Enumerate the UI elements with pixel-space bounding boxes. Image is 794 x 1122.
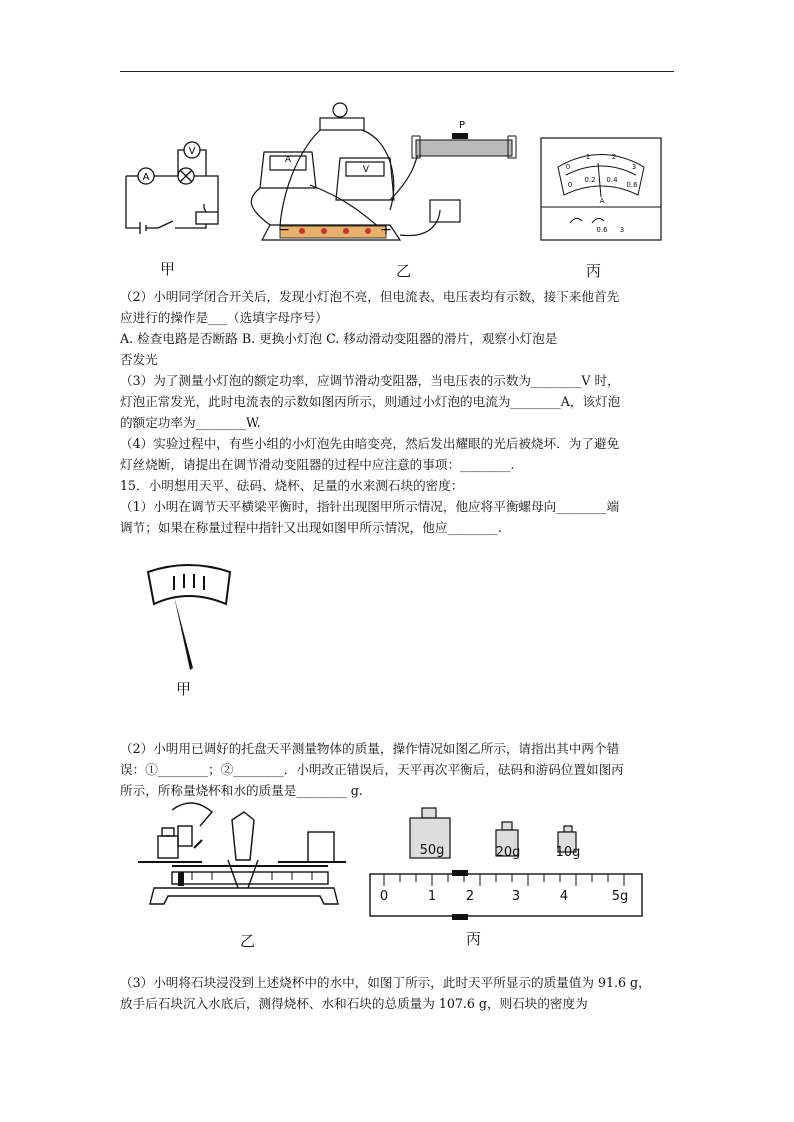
tick-label-2: 2 — [611, 153, 617, 161]
inner-tick-label-0: 0 — [567, 181, 573, 189]
inner-tick-label-1: 0.2 — [584, 176, 596, 184]
ruler-label-1: 1 — [427, 889, 437, 904]
weight-label-10: 10g — [555, 845, 581, 860]
question-line-11: （1）小明在调节天平横梁平衡时，指针出现图甲所示情况，他应将平衡螺母向________端 — [120, 499, 620, 514]
caption-bing: 丙 — [586, 262, 602, 280]
weight-label-50: 50g — [419, 843, 445, 858]
ammeter-dial-bing — [540, 137, 662, 241]
question-line-16: （3）小明将石块浸没到上述烧杯中的水中，如图丁所示，此时天平所显示的质量值为 91.6 g， — [120, 975, 651, 990]
inner-tick-label-3: 0.6 — [626, 181, 638, 189]
ruler-label-0: 0 — [379, 889, 389, 904]
question-line-2: 应进行的操作是___（选填字母序号） — [120, 310, 328, 325]
question-line-14: 误：①________；②________．小明改正错误后，天平再次平衡后，砝码和游码位置如图丙 — [120, 762, 624, 777]
caption-jia-2: 甲 — [176, 680, 192, 698]
circuit-photo-yi — [240, 100, 540, 260]
ruler-label-5: 5g — [611, 889, 629, 904]
question-line-12: 调节；如果在称量过程中指针又出现如图甲所示情况，他应________. — [120, 520, 502, 535]
question-line-7: 的额定功率为________W. — [120, 415, 261, 430]
question-line-4: 否发光 — [120, 352, 158, 367]
question-line-1: （2）小明同学闭合开关后，发现小灯泡不亮，但电流表、电压表均有示数，接下来他首先 — [120, 289, 620, 304]
question-line-9: 灯丝烧断，请提出在调节滑动变阻器的过程中应注意的事项：________. — [120, 457, 515, 472]
slider-label: P — [458, 120, 466, 131]
caption-jia: 甲 — [160, 260, 176, 278]
voltmeter-symbol: V — [188, 146, 196, 157]
ruler-label-3: 3 — [511, 889, 521, 904]
circuit-diagram-jia — [118, 138, 228, 238]
question-line-3: A. 检查电路是否断路 B. 更换小灯泡 C. 移动滑动变阻器的滑片，观察小灯泡是 — [120, 331, 558, 346]
question-line-10: 15．小明想用天平、砝码、烧杯、足量的水来测石块的密度： — [120, 478, 464, 493]
dial-unit: A — [599, 197, 605, 205]
inner-tick-label-2: 0.4 — [606, 176, 618, 184]
terminal-label-1: 0.6 — [596, 226, 608, 234]
balance-pointer-jia — [140, 560, 240, 690]
ammeter-label: A — [284, 155, 292, 165]
tick-label-3: 3 — [631, 163, 637, 171]
question-line-8: （4）实验过程中，有些小组的小灯泡先由暗变亮，然后发出耀眼的光后被烧坏．为了避免 — [120, 436, 620, 451]
plus-terminal: + — [380, 222, 392, 238]
question-line-5: （3）为了测量小灯泡的额定功率，应调节滑动变阻器，当电压表的示数为________V 时， — [120, 373, 620, 388]
weight-label-20: 20g — [495, 845, 521, 860]
question-line-6: 灯泡正常发光，此时电流表的示数如图丙所示，则通过小灯泡的电流为________A，该灯泡 — [120, 394, 621, 409]
voltmeter-label: V — [362, 165, 370, 175]
weights-and-ruler-bing — [366, 800, 646, 930]
terminal-label-2: 3 — [619, 226, 625, 234]
ruler-label-2: 2 — [465, 889, 475, 904]
balance-yi — [132, 800, 352, 930]
tick-label-1: 1 — [585, 153, 591, 161]
caption-bing-2: 丙 — [466, 930, 482, 948]
ruler-label-4: 4 — [559, 889, 569, 904]
question-line-13: （2）小明用已调好的托盘天平测量物体的质量，操作情况如图乙所示，请指出其中两个错 — [120, 741, 620, 756]
question-line-15: 所示，所称量烧杯和水的质量是________ g. — [120, 783, 363, 798]
question-line-17: 放手后石块沉入水底后，测得烧杯、水和石块的总质量为 107.6 g，则石块的密度为 — [120, 996, 588, 1011]
minus-terminal: − — [278, 222, 290, 238]
caption-yi: 乙 — [396, 262, 412, 280]
tick-label-0: 0 — [565, 163, 571, 171]
ammeter-symbol: A — [142, 172, 150, 183]
header-rule — [120, 71, 674, 72]
caption-yi-2: 乙 — [240, 932, 256, 950]
